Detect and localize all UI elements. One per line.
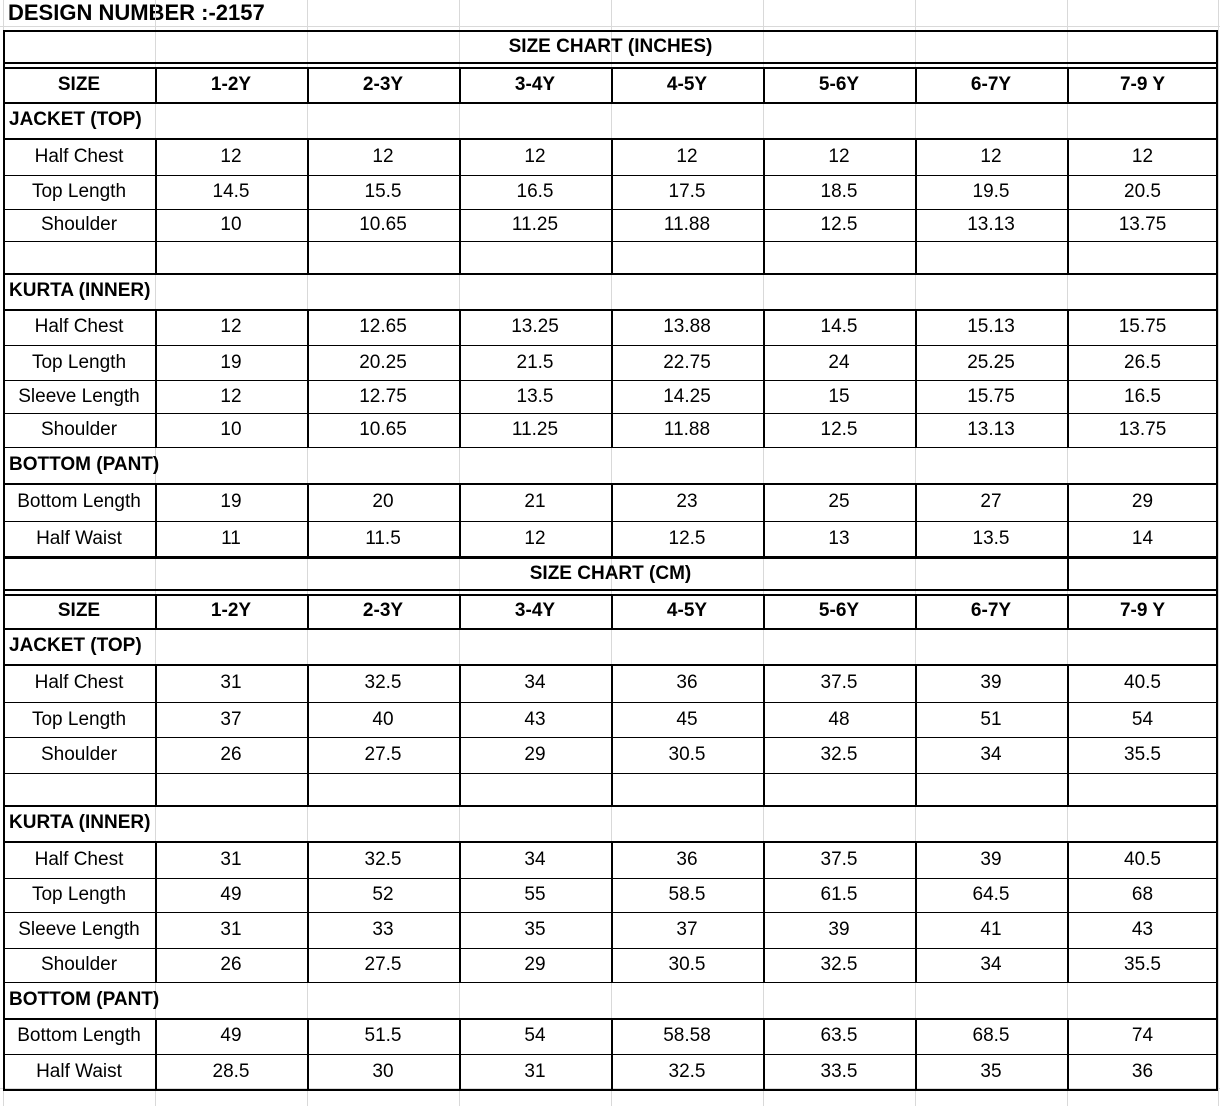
measure-value: 51.5 [364,1025,402,1046]
measure-value: 13.13 [967,214,1015,235]
measure-value: 17.5 [668,181,706,202]
measure-value: 32.5 [820,744,858,765]
section-label: BOTTOM (PANT) [9,989,160,1010]
measure-value: 68.5 [972,1025,1010,1046]
measure-value: 64.5 [972,884,1010,905]
measure-value: 34 [524,672,546,693]
measure-value: 33 [372,919,394,940]
measure-value: 16.5 [516,181,554,202]
measure-value: 58.58 [663,1025,711,1046]
measure-value: 21.5 [516,351,554,373]
measure-value: 12 [980,145,1002,167]
measure-value: 25.25 [967,351,1015,373]
measure-value: 12 [220,316,242,337]
measure-value: 35 [980,1060,1002,1082]
measure-value: 10 [220,419,242,440]
measure-value: 30 [372,1060,394,1082]
design-number: DESIGN NUMBER :-2157 [8,0,265,25]
measure-value: 11.25 [511,214,559,235]
section-label: BOTTOM (PANT) [9,454,160,475]
measure-value: 49 [220,884,242,905]
measure-label: Top Length [31,708,127,730]
size-column-header: 1-2Y [210,73,252,95]
measure-value: 40.5 [1124,848,1161,870]
measure-value: 61.5 [820,884,858,905]
measure-value: 15.75 [967,385,1015,407]
measure-value: 15 [828,385,850,407]
measure-value: 10 [220,214,242,235]
measure-value: 30.5 [668,954,706,975]
measure-value: 54 [1131,708,1154,730]
measure-value: 31 [220,848,242,870]
measure-value: 25 [828,491,850,512]
measure-value: 39 [980,848,1002,870]
measure-value: 12 [828,145,850,167]
measure-value: 35 [524,919,546,940]
measure-value: 13.5 [972,528,1010,549]
measure-value: 23 [676,491,698,512]
measure-value: 74 [1131,1025,1154,1046]
measure-value: 15.75 [1118,316,1167,337]
measure-value: 36 [676,848,698,870]
section-label: KURTA (INNER) [9,280,151,301]
measure-value: 13.5 [516,385,554,407]
measure-value: 37 [220,708,242,730]
measure-value: 12 [220,385,242,407]
measure-value: 20 [372,491,394,512]
measure-value: 51 [980,708,1002,730]
measure-value: 19.5 [972,181,1010,202]
measure-value: 43 [1131,919,1154,940]
measure-value: 12.5 [668,528,706,549]
measure-label: Bottom Length [17,491,141,512]
measure-label: Shoulder [40,744,118,765]
measure-value: 34 [980,954,1002,975]
measure-value: 14.5 [212,181,250,202]
measure-value: 11 [221,528,241,549]
measure-value: 31 [524,1060,546,1082]
measure-value: 10.65 [359,214,407,235]
measure-label: Top Length [31,351,127,373]
measure-label: Top Length [31,884,127,905]
measure-value: 13.75 [1118,214,1167,235]
measure-value: 68 [1131,884,1154,905]
size-header: SIZE [57,73,101,95]
measure-value: 14.25 [663,385,711,407]
measure-value: 26.5 [1124,351,1161,373]
measure-value: 21 [524,491,546,512]
size-chart-title: SIZE CHART (INCHES) [508,36,713,57]
measure-label: Sleeve Length [18,385,140,407]
measure-value: 49 [220,1025,242,1046]
measure-value: 12 [220,145,242,167]
size-column-header: 6-7Y [970,73,1012,95]
measure-value: 58.5 [668,884,706,905]
size-column-header: 7-9 Y [1119,600,1166,621]
measure-value: 32.5 [668,1060,706,1082]
measure-label: Bottom Length [17,1025,141,1046]
measure-value: 33.5 [820,1060,858,1082]
table-frame [3,30,1218,559]
section-label: JACKET (TOP) [9,635,142,656]
size-column-header: 3-4Y [514,600,556,621]
measure-value: 52 [372,884,394,905]
measure-value: 32.5 [364,672,402,693]
measure-label: Shoulder [40,214,118,235]
measure-value: 12 [524,145,546,167]
measure-value: 20.5 [1124,181,1161,202]
measure-value: 13.25 [511,316,559,337]
size-column-header: 2-3Y [362,600,404,621]
measure-label: Half Chest [34,672,124,693]
table-frame [3,556,1218,1091]
measure-value: 63.5 [820,1025,858,1046]
measure-value: 18.5 [820,181,858,202]
measure-value: 40 [372,708,394,730]
measure-value: 12 [1131,145,1154,167]
measure-value: 43 [524,708,546,730]
measure-value: 37.5 [820,672,858,693]
measure-value: 39 [980,672,1002,693]
measure-value: 27 [980,491,1002,512]
measure-value: 35.5 [1124,954,1161,975]
measure-label: Sleeve Length [18,919,140,940]
measure-value: 14.5 [820,316,858,337]
measure-value: 12.5 [820,419,858,440]
measure-value: 41 [980,919,1002,940]
size-header: SIZE [57,600,101,621]
measure-value: 29 [1131,491,1154,512]
measure-value: 19 [220,351,242,373]
measure-value: 11.25 [511,419,559,440]
gridline [0,26,1220,27]
measure-value: 36 [1131,1060,1154,1082]
measure-value: 16.5 [1124,385,1161,407]
measure-value: 26 [220,954,242,975]
measure-value: 40.5 [1124,672,1161,693]
measure-value: 15.13 [967,316,1015,337]
measure-label: Half Chest [34,145,124,167]
measure-value: 22.75 [663,351,711,373]
size-column-header: 5-6Y [818,600,860,621]
measure-value: 32.5 [820,954,858,975]
measure-value: 29 [524,954,546,975]
measure-value: 13.13 [967,419,1015,440]
measure-value: 30.5 [668,744,706,765]
measure-value: 54 [524,1025,546,1046]
measure-value: 14 [1131,528,1154,549]
measure-value: 27.5 [364,744,402,765]
measure-value: 12 [372,145,394,167]
measure-value: 27.5 [364,954,402,975]
measure-value: 45 [676,708,698,730]
measure-value: 12.75 [359,385,407,407]
size-column-header: 4-5Y [666,600,708,621]
measure-value: 12 [524,528,546,549]
size-chart-title: SIZE CHART (CM) [529,563,692,584]
measure-value: 13 [828,528,850,549]
measure-value: 20.25 [359,351,407,373]
measure-value: 24 [828,351,850,373]
size-column-header: 6-7Y [970,600,1012,621]
measure-value: 29 [524,744,546,765]
measure-value: 12.65 [359,316,407,337]
measure-label: Half Chest [34,316,124,337]
measure-value: 12 [676,145,698,167]
measure-value: 26 [220,744,242,765]
gridline [1218,0,1219,1106]
measure-label: Top Length [31,181,127,202]
measure-value: 48 [828,708,850,730]
measure-value: 37 [676,919,698,940]
measure-value: 37.5 [820,848,858,870]
measure-label: Half Waist [36,1060,122,1082]
measure-value: 55 [524,884,546,905]
measure-value: 34 [980,744,1002,765]
size-column-header: 7-9 Y [1119,73,1166,95]
measure-value: 34 [524,848,546,870]
size-column-header: 1-2Y [210,600,252,621]
measure-value: 13.75 [1118,419,1167,440]
measure-value: 31 [220,672,242,693]
measure-label: Shoulder [40,419,118,440]
measure-value: 10.65 [359,419,407,440]
section-label: KURTA (INNER) [9,812,151,833]
section-label: JACKET (TOP) [9,109,142,130]
size-column-header: 5-6Y [818,73,860,95]
measure-value: 32.5 [364,848,402,870]
size-column-header: 2-3Y [362,73,404,95]
measure-value: 11.5 [365,528,401,549]
measure-value: 31 [220,919,242,940]
measure-value: 35.5 [1124,744,1161,765]
measure-label: Shoulder [40,954,118,975]
measure-value: 11.88 [663,419,711,440]
measure-value: 36 [676,672,698,693]
measure-value: 13.88 [663,316,711,337]
measure-value: 12.5 [820,214,858,235]
measure-label: Half Waist [36,528,122,549]
measure-value: 15.5 [364,181,402,202]
measure-value: 19 [220,491,242,512]
measure-label: Half Chest [34,848,124,870]
measure-value: 28.5 [212,1060,250,1082]
measure-value: 11.88 [663,214,711,235]
measure-value: 39 [828,919,850,940]
size-column-header: 4-5Y [666,73,708,95]
size-column-header: 3-4Y [514,73,556,95]
